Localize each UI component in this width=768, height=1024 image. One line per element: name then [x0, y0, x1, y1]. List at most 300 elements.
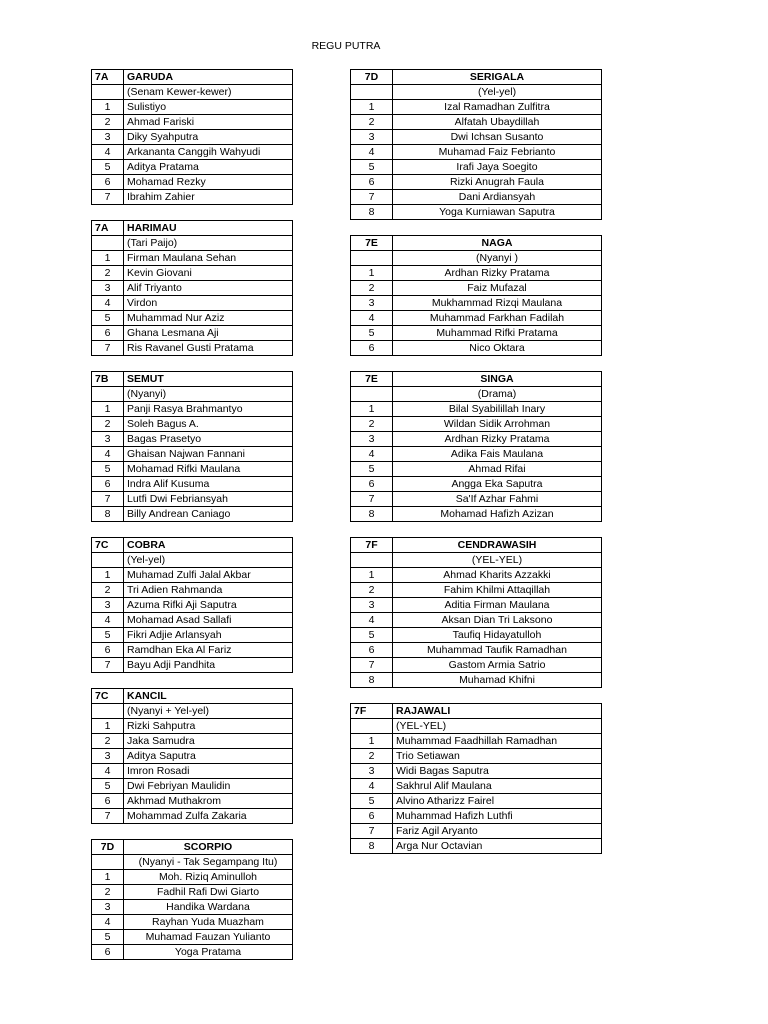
empty-cell [92, 236, 124, 251]
member-name: Fariz Agil Aryanto [393, 824, 602, 839]
member-name: Imron Rosadi [124, 764, 293, 779]
member-number: 3 [92, 281, 124, 296]
member-row [92, 432, 293, 447]
activity-row [92, 236, 293, 251]
member-number: 1 [351, 402, 393, 417]
member-number: 7 [351, 190, 393, 205]
member-row [351, 643, 602, 658]
member-name: Dwi Febriyan Maulidin [124, 779, 293, 794]
member-row [351, 764, 602, 779]
class-code: 7C [92, 538, 124, 553]
member-name: Trio Setiawan [393, 749, 602, 764]
member-number: 7 [92, 809, 124, 824]
member-row [351, 296, 602, 311]
group-name: COBRA [124, 538, 293, 553]
member-name: Bilal Syabilillah Inary [393, 402, 602, 417]
group-table-cendrawasih [350, 537, 602, 688]
member-number: 2 [92, 885, 124, 900]
group-name: RAJAWALI [393, 704, 602, 719]
member-name: Muhamad Fauzan Yulianto [124, 930, 293, 945]
activity-label: (Tari Paijo) [124, 236, 293, 251]
class-code: 7F [351, 538, 393, 553]
member-name: Angga Eka Saputra [393, 477, 602, 492]
member-row [351, 492, 602, 507]
member-number: 5 [351, 462, 393, 477]
member-name: Rizki Anugrah Faula [393, 175, 602, 190]
member-name: Billy Andrean Caniago [124, 507, 293, 522]
group-header-row [92, 538, 293, 553]
member-number: 8 [351, 507, 393, 522]
member-name: Gastom Armia Satrio [393, 658, 602, 673]
group-name: SCORPIO [124, 840, 293, 855]
member-number: 3 [351, 130, 393, 145]
member-row [92, 885, 293, 900]
member-name: Moh. Riziq Aminulloh [124, 870, 293, 885]
member-number: 3 [351, 764, 393, 779]
member-number: 3 [351, 598, 393, 613]
member-number: 2 [351, 281, 393, 296]
member-row [92, 402, 293, 417]
group-header-row [351, 70, 602, 85]
empty-cell [351, 387, 393, 402]
member-row [92, 568, 293, 583]
member-row [92, 870, 293, 885]
class-code: 7A [92, 70, 124, 85]
member-row [351, 130, 602, 145]
activity-row [92, 85, 293, 100]
member-name: Muhamad Khifni [393, 673, 602, 688]
member-number: 1 [92, 100, 124, 115]
member-row [351, 598, 602, 613]
member-row [92, 462, 293, 477]
activity-row [351, 719, 602, 734]
member-number: 3 [92, 900, 124, 915]
member-number: 2 [92, 266, 124, 281]
member-row [351, 839, 602, 854]
member-number: 7 [92, 658, 124, 673]
member-row [351, 145, 602, 160]
activity-label: (YEL-YEL) [393, 719, 602, 734]
group-name: HARIMAU [124, 221, 293, 236]
member-row [92, 507, 293, 522]
member-name: Ghana Lesmana Aji [124, 326, 293, 341]
member-name: Mohamad Rifki Maulana [124, 462, 293, 477]
member-name: Azuma Rifki Aji Saputra [124, 598, 293, 613]
member-row [351, 205, 602, 220]
group-header-row [92, 840, 293, 855]
member-number: 3 [92, 432, 124, 447]
class-code: 7D [92, 840, 124, 855]
group-name: GARUDA [124, 70, 293, 85]
member-row [92, 311, 293, 326]
member-row [351, 462, 602, 477]
member-name: Aditya Saputra [124, 749, 293, 764]
member-row [351, 266, 602, 281]
group-table-harimau [91, 220, 293, 356]
member-name: Sulistiyo [124, 100, 293, 115]
group-name: CENDRAWASIH [393, 538, 602, 553]
member-row [351, 447, 602, 462]
member-row [92, 296, 293, 311]
member-row [92, 447, 293, 462]
member-row [92, 915, 293, 930]
member-number: 2 [92, 583, 124, 598]
member-row [351, 809, 602, 824]
member-name: Sa'If Azhar Fahmi [393, 492, 602, 507]
member-name: Bayu Adji Pandhita [124, 658, 293, 673]
class-code: 7C [92, 689, 124, 704]
activity-label: (Nyanyi + Yel-yel) [124, 704, 293, 719]
member-number: 7 [351, 658, 393, 673]
member-name: Muhammad Hafizh Luthfi [393, 809, 602, 824]
member-name: Rizki Sahputra [124, 719, 293, 734]
member-row [92, 613, 293, 628]
member-number: 5 [351, 326, 393, 341]
member-number: 4 [92, 613, 124, 628]
member-name: Ardhan Rizky Pratama [393, 432, 602, 447]
member-number: 1 [351, 266, 393, 281]
member-row [351, 311, 602, 326]
member-row [92, 749, 293, 764]
activity-row [92, 553, 293, 568]
member-name: Fikri Adjie Arlansyah [124, 628, 293, 643]
member-row [351, 658, 602, 673]
member-number: 4 [351, 779, 393, 794]
member-row [351, 281, 602, 296]
right-column [350, 69, 602, 869]
member-name: Alif Triyanto [124, 281, 293, 296]
activity-row [92, 387, 293, 402]
member-name: Widi Bagas Saputra [393, 764, 602, 779]
member-row [92, 100, 293, 115]
member-number: 2 [351, 749, 393, 764]
member-name: Muhamad Faiz Febrianto [393, 145, 602, 160]
member-number: 2 [351, 583, 393, 598]
group-name: SINGA [393, 372, 602, 387]
member-name: Aksan Dian Tri Laksono [393, 613, 602, 628]
class-code: 7F [351, 704, 393, 719]
member-row [92, 266, 293, 281]
member-number: 4 [92, 764, 124, 779]
member-name: Mohamad Hafizh Azizan [393, 507, 602, 522]
member-row [92, 598, 293, 613]
member-name: Ahmad Rifai [393, 462, 602, 477]
member-number: 4 [351, 447, 393, 462]
group-table-singa [350, 371, 602, 522]
member-row [92, 809, 293, 824]
activity-label: (Senam Kewer-kewer) [124, 85, 293, 100]
member-name: Muhammad Rifki Pratama [393, 326, 602, 341]
member-number: 3 [351, 432, 393, 447]
activity-row [92, 855, 293, 870]
member-number: 1 [351, 734, 393, 749]
member-name: Dani Ardiansyah [393, 190, 602, 205]
member-number: 5 [92, 311, 124, 326]
class-code: 7D [351, 70, 393, 85]
member-row [351, 628, 602, 643]
member-row [92, 945, 293, 960]
member-name: Aditya Pratama [124, 160, 293, 175]
member-row [351, 175, 602, 190]
member-number: 2 [351, 417, 393, 432]
group-header-row [351, 372, 602, 387]
member-row [351, 190, 602, 205]
member-row [92, 643, 293, 658]
member-number: 7 [351, 492, 393, 507]
group-header-row [351, 538, 602, 553]
member-number: 5 [351, 628, 393, 643]
group-name: NAGA [393, 236, 602, 251]
empty-cell [351, 85, 393, 100]
member-row [351, 341, 602, 356]
member-number: 6 [92, 945, 124, 960]
member-row [351, 402, 602, 417]
activity-label: (Nyanyi - Tak Segampang Itu) [124, 855, 293, 870]
member-number: 1 [351, 568, 393, 583]
member-row [351, 417, 602, 432]
member-number: 5 [92, 462, 124, 477]
member-name: Muhammad Taufik Ramadhan [393, 643, 602, 658]
class-code: 7B [92, 372, 124, 387]
member-number: 4 [351, 311, 393, 326]
activity-row [351, 553, 602, 568]
group-name: SERIGALA [393, 70, 602, 85]
member-row [92, 190, 293, 205]
member-row [92, 145, 293, 160]
empty-cell [351, 553, 393, 568]
member-row [351, 749, 602, 764]
empty-cell [92, 85, 124, 100]
member-number: 1 [92, 568, 124, 583]
member-name: Sakhrul Alif Maulana [393, 779, 602, 794]
group-name: KANCIL [124, 689, 293, 704]
activity-label: (Nyanyi) [124, 387, 293, 402]
member-row [351, 507, 602, 522]
member-number: 5 [351, 794, 393, 809]
member-number: 8 [351, 205, 393, 220]
member-row [92, 930, 293, 945]
member-row [92, 341, 293, 356]
group-table-naga [350, 235, 602, 356]
member-name: Yoga Kurniawan Saputra [393, 205, 602, 220]
empty-cell [351, 251, 393, 266]
group-table-serigala [350, 69, 602, 220]
member-number: 8 [351, 839, 393, 854]
member-name: Akhmad Muthakrom [124, 794, 293, 809]
member-row [351, 613, 602, 628]
member-number: 7 [92, 492, 124, 507]
group-table-rajawali [350, 703, 602, 854]
member-row [92, 160, 293, 175]
member-row [351, 794, 602, 809]
member-number: 6 [351, 175, 393, 190]
member-number: 6 [92, 477, 124, 492]
member-number: 7 [92, 190, 124, 205]
member-row [351, 779, 602, 794]
member-row [351, 477, 602, 492]
group-header-row [92, 689, 293, 704]
member-number: 4 [351, 145, 393, 160]
member-name: Muhammad Faadhillah Ramadhan [393, 734, 602, 749]
page-title: REGU PUTRA [311, 40, 381, 52]
member-row [92, 764, 293, 779]
member-row [92, 900, 293, 915]
activity-label: (Nyanyi ) [393, 251, 602, 266]
member-name: Fadhil Rafi Dwi Giarto [124, 885, 293, 900]
member-name: Tri Adien Rahmanda [124, 583, 293, 598]
member-name: Handika Wardana [124, 900, 293, 915]
empty-cell [92, 855, 124, 870]
member-name: Diky Syahputra [124, 130, 293, 145]
member-number: 6 [351, 809, 393, 824]
member-name: Izal Ramadhan Zulfitra [393, 100, 602, 115]
member-name: Aditia Firman Maulana [393, 598, 602, 613]
class-code: 7A [92, 221, 124, 236]
member-name: Lutfi Dwi Febriansyah [124, 492, 293, 507]
member-number: 5 [92, 160, 124, 175]
member-name: Alvino Atharizz Fairel [393, 794, 602, 809]
group-table-cobra [91, 537, 293, 673]
member-number: 6 [92, 643, 124, 658]
left-column [91, 69, 293, 975]
group-header-row [92, 70, 293, 85]
group-table-semut [91, 371, 293, 522]
member-number: 3 [351, 296, 393, 311]
member-name: Wildan Sidik Arrohman [393, 417, 602, 432]
member-row [92, 583, 293, 598]
member-name: Muhammad Farkhan Fadilah [393, 311, 602, 326]
member-number: 2 [92, 115, 124, 130]
class-code: 7E [351, 236, 393, 251]
member-number: 6 [351, 477, 393, 492]
member-name: Nico Oktara [393, 341, 602, 356]
group-name: SEMUT [124, 372, 293, 387]
member-row [92, 628, 293, 643]
member-number: 4 [351, 613, 393, 628]
empty-cell [92, 704, 124, 719]
member-number: 7 [92, 341, 124, 356]
member-row [92, 115, 293, 130]
member-row [351, 115, 602, 130]
member-name: Ramdhan Eka Al Fariz [124, 643, 293, 658]
member-name: Arga Nur Octavian [393, 839, 602, 854]
member-number: 6 [351, 341, 393, 356]
group-header-row [351, 236, 602, 251]
member-name: Alfatah Ubaydillah [393, 115, 602, 130]
member-name: Mukhammad Rizqi Maulana [393, 296, 602, 311]
member-name: Faiz Mufazal [393, 281, 602, 296]
member-number: 1 [92, 251, 124, 266]
member-name: Mohamad Asad Sallafi [124, 613, 293, 628]
member-row [92, 734, 293, 749]
activity-row [351, 251, 602, 266]
member-number: 2 [351, 115, 393, 130]
member-name: Mohammad Zulfa Zakaria [124, 809, 293, 824]
member-number: 5 [92, 930, 124, 945]
member-number: 6 [92, 794, 124, 809]
member-number: 1 [92, 402, 124, 417]
member-row [92, 719, 293, 734]
activity-row [351, 387, 602, 402]
member-name: Bagas Prasetyo [124, 432, 293, 447]
empty-cell [351, 719, 393, 734]
group-table-kancil [91, 688, 293, 824]
member-row [351, 734, 602, 749]
member-number: 3 [92, 130, 124, 145]
member-row [92, 175, 293, 190]
member-name: Irafi Jaya Soegito [393, 160, 602, 175]
member-name: Yoga Pratama [124, 945, 293, 960]
member-number: 2 [92, 417, 124, 432]
member-name: Ahmad Fariski [124, 115, 293, 130]
empty-cell [92, 553, 124, 568]
member-number: 5 [351, 160, 393, 175]
member-number: 2 [92, 734, 124, 749]
member-number: 4 [92, 145, 124, 160]
member-number: 4 [92, 915, 124, 930]
activity-label: (Yel-yel) [393, 85, 602, 100]
group-table-scorpio [91, 839, 293, 960]
member-name: Muhamad Zulfi Jalal Akbar [124, 568, 293, 583]
member-row [92, 130, 293, 145]
member-name: Arkananta Canggih Wahyudi [124, 145, 293, 160]
member-number: 1 [92, 719, 124, 734]
member-number: 5 [92, 628, 124, 643]
member-row [92, 492, 293, 507]
member-row [92, 658, 293, 673]
member-number: 5 [92, 779, 124, 794]
member-name: Kevin Giovani [124, 266, 293, 281]
member-row [351, 673, 602, 688]
group-header-row [92, 221, 293, 236]
member-name: Mohamad Rezky [124, 175, 293, 190]
member-number: 6 [92, 175, 124, 190]
activity-label: (Yel-yel) [124, 553, 293, 568]
member-name: Adika Fais Maulana [393, 447, 602, 462]
activity-label: (Drama) [393, 387, 602, 402]
activity-row [92, 704, 293, 719]
member-name: Firman Maulana Sehan [124, 251, 293, 266]
member-name: Virdon [124, 296, 293, 311]
member-name: Taufiq Hidayatulloh [393, 628, 602, 643]
member-row [92, 477, 293, 492]
member-number: 8 [351, 673, 393, 688]
member-number: 4 [92, 447, 124, 462]
member-row [92, 281, 293, 296]
member-number: 3 [92, 749, 124, 764]
member-row [351, 100, 602, 115]
member-number: 1 [92, 870, 124, 885]
group-header-row [351, 704, 602, 719]
member-row [92, 779, 293, 794]
member-name: Jaka Samudra [124, 734, 293, 749]
activity-row [351, 85, 602, 100]
member-name: Fahim Khilmi Attaqillah [393, 583, 602, 598]
class-code: 7E [351, 372, 393, 387]
member-row [92, 417, 293, 432]
member-row [351, 326, 602, 341]
member-row [351, 583, 602, 598]
member-name: Ibrahim Zahier [124, 190, 293, 205]
member-name: Muhammad Nur Aziz [124, 311, 293, 326]
member-row [351, 432, 602, 447]
member-number: 7 [351, 824, 393, 839]
member-row [92, 794, 293, 809]
member-row [351, 568, 602, 583]
member-name: Rayhan Yuda Muazham [124, 915, 293, 930]
member-row [92, 326, 293, 341]
member-number: 6 [92, 326, 124, 341]
